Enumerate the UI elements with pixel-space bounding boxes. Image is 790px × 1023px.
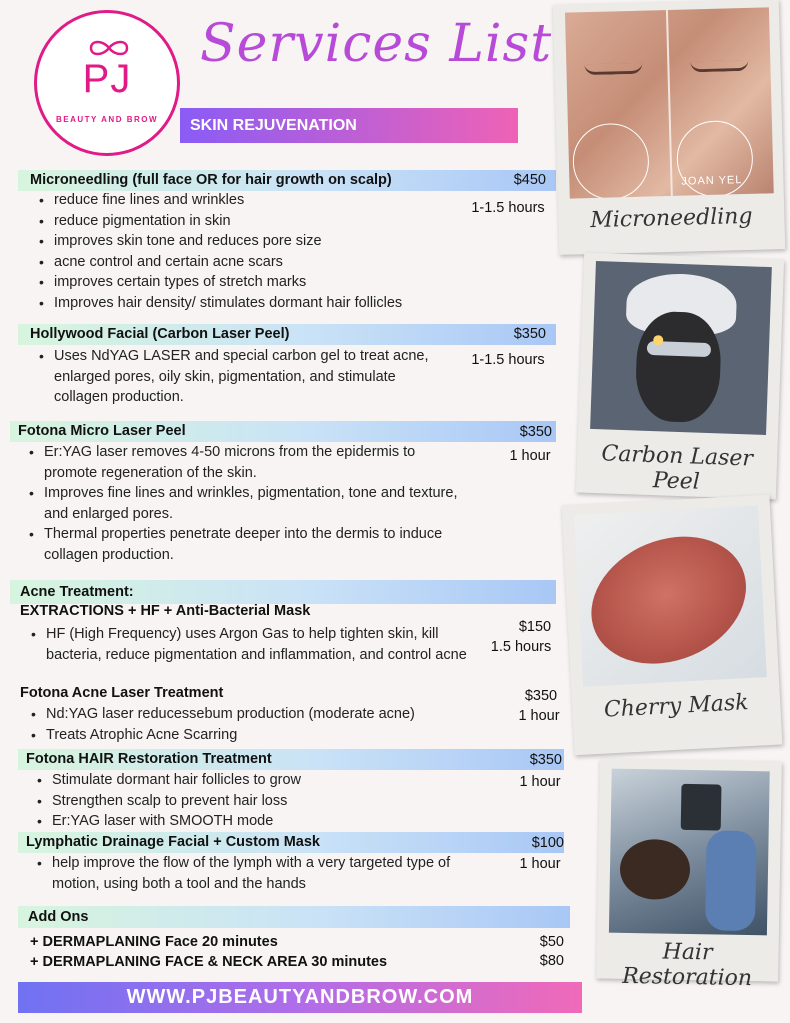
section-banner: SKIN REJUVENATION: [180, 108, 518, 143]
before-after-photo: [565, 7, 774, 198]
list-item: • Strengthen scalp to prevent hair loss: [34, 791, 464, 812]
list-item: • reduce pigmentation in skin: [36, 211, 466, 232]
list-item: • help improve the flow of the lymph with a very targeted type of motion, using both a tool and the hands: [34, 853, 464, 894]
service-name: Lymphatic Drainage Facial + Custom Mask: [26, 834, 320, 850]
service-duration: 1.5 hours: [490, 639, 552, 655]
hair-restoration-photo: [609, 769, 770, 936]
addon-item: + DERMAPLANING Face 20 minutes: [30, 934, 278, 950]
service-bullets: [28, 704, 478, 745]
photo-watermark: JOAN YEL: [681, 174, 743, 188]
list-item: • improves certain types of stretch marks: [36, 272, 466, 293]
photo-card-carbon-peel: [576, 253, 784, 500]
photo-card-cherry-mask: [562, 495, 783, 756]
list-item: • HF (High Frequency) uses Argon Gas to help tighten skin, kill bacteria, reduce pigmentation and inflammation, and control acne: [28, 624, 468, 665]
website-link[interactable]: WWW.PJBEAUTYANDBROW.COM: [18, 982, 582, 1013]
service-name: Fotona HAIR Restoration Treatment: [26, 751, 272, 767]
logo-tagline: BEAUTY AND BROW: [55, 115, 159, 124]
service-duration: 1-1.5 hours: [471, 352, 545, 368]
service-price: $450: [513, 172, 546, 188]
acne-heading: Acne Treatment:: [20, 584, 134, 600]
photo-card-microneedling: [553, 0, 785, 255]
list-item: • reduce fine lines and wrinkles: [36, 190, 466, 211]
list-item: • Stimulate dormant hair follicles to grow: [34, 770, 464, 791]
list-item: • Treats Atrophic Acne Scarring: [28, 725, 478, 746]
service-price: $100: [531, 835, 564, 851]
addons-heading: Add Ons: [28, 909, 89, 925]
list-item: • Improves hair density/ stimulates dormant hair follicles: [36, 293, 466, 314]
addon-price: $50: [539, 934, 564, 950]
list-item: • improves skin tone and reduces pore size: [36, 231, 466, 252]
page-title: Services List: [200, 14, 553, 74]
service-price: $350: [529, 752, 562, 768]
service-bullets: [36, 190, 466, 313]
service-bar-addons: [18, 906, 570, 928]
photo-caption: Carbon Laser Peel: [601, 441, 754, 495]
service-bullets: [34, 770, 464, 832]
addon-price: $80: [539, 953, 564, 969]
list-item: • acne control and certain acne scars: [36, 252, 466, 273]
list-item: • Er:YAG laser with SMOOTH mode: [34, 811, 464, 832]
list-item: • Thermal properties penetrate deeper into the dermis to induce collagen production.: [26, 524, 466, 565]
service-price: $350: [513, 326, 546, 342]
service-bullets: [28, 624, 468, 665]
service-duration: 1 hour: [509, 448, 551, 464]
infinity-icon: [87, 39, 131, 57]
service-bullets: [36, 346, 446, 408]
cherry-mask-photo: [574, 505, 767, 686]
list-item: • Nd:YAG laser reducessebum production (moderate acne): [28, 704, 478, 725]
logo-monogram: PJ: [82, 57, 132, 101]
addon-item: + DERMAPLANING FACE & NECK AREA 30 minutes: [30, 954, 388, 970]
service-name: Microneedling (full face OR for hair growth on scalp): [30, 172, 392, 188]
service-duration: 1 hour: [519, 774, 561, 790]
service-bullets: [34, 853, 464, 894]
service-duration: 1 hour: [519, 856, 561, 872]
photo-caption: Microneedling: [589, 203, 753, 234]
list-item: • Er:YAG laser removes 4-50 microns from the epidermis to promote regeneration of the skin.: [26, 442, 466, 483]
photo-card-hair-restoration: [596, 758, 782, 992]
service-price: $150: [518, 619, 552, 635]
service-price: $350: [524, 688, 558, 704]
list-item: • Improves fine lines and wrinkles, pigmentation, tone and texture, and enlarged pores.: [26, 483, 466, 524]
service-name: Fotona Micro Laser Peel: [18, 423, 186, 439]
acne-extractions-title: EXTRACTIONS + HF + Anti-Bacterial Mask: [20, 603, 311, 619]
service-bullets: [26, 442, 466, 565]
photo-caption: Hair Restoration: [621, 939, 753, 992]
carbon-peel-photo: [590, 261, 772, 435]
service-price: $350: [519, 424, 552, 440]
service-duration: 1 hour: [518, 708, 560, 724]
list-item: • Uses NdYAG LASER and special carbon gel to treat acne, enlarged pores, oily skin, pigmentation, and stimulate collagen production.: [36, 346, 446, 408]
photo-caption: Cherry Mask: [603, 690, 750, 723]
brand-logo: [34, 10, 180, 156]
service-duration: 1-1.5 hours: [471, 200, 545, 216]
service-name: Hollywood Facial (Carbon Laser Peel): [30, 326, 290, 342]
acne-laser-title: Fotona Acne Laser Treatment: [20, 685, 224, 701]
